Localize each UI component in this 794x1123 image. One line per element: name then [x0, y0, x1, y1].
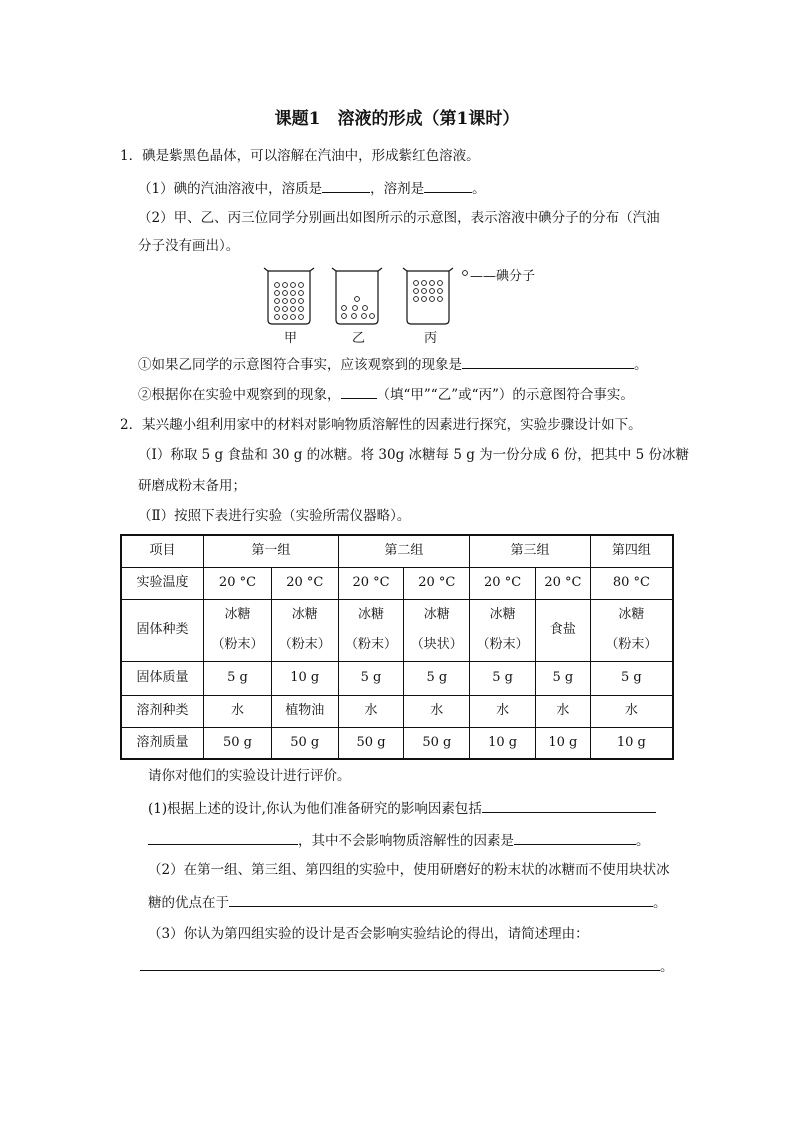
beaker-jia: [264, 268, 314, 324]
q2-sub3-end: 。: [660, 959, 674, 975]
row-label: 实验温度: [121, 567, 204, 599]
q2-irrelevant-factor-blank[interactable]: [514, 830, 636, 845]
table-row-solvent-mass: [121, 727, 673, 759]
header-group-4: 第四组: [590, 535, 673, 567]
q1-circ2-text-b: （填“甲”“乙”或“丙”）的示意图符合事实。: [376, 387, 634, 403]
table-cell: 水: [470, 695, 536, 727]
table-cell: [204, 599, 272, 661]
table-cell: 水: [204, 695, 272, 727]
q1-sub1-text-a: （1）碘的汽油溶液中，溶质是: [138, 181, 323, 197]
molecule-dot-jia: [299, 283, 304, 288]
q2-sub3: （3）你认为第四组实验的设计是否会影响实验结论的得出，请简述理由：: [148, 926, 589, 942]
molecule-dot-bing: [430, 289, 435, 294]
table-cell: 5 g: [338, 661, 404, 695]
header-group-2: 第二组: [338, 535, 470, 567]
molecule-dot-yi: [342, 306, 347, 311]
solid-form: （粉末）: [345, 637, 398, 652]
table-row-temperature: [121, 567, 673, 599]
q2-sub1-line2: [148, 830, 650, 851]
solid-name: 冰糖: [423, 607, 450, 622]
page-title: 课题1 溶液的形成（第1课时）: [274, 109, 520, 129]
q2-sub1-line1: [148, 798, 656, 819]
molecule-dot-jia: [275, 299, 280, 304]
table-cell: 5 g: [590, 661, 673, 695]
table-cell: 5 g: [404, 661, 470, 695]
table-cell: [271, 599, 338, 661]
table-cell: 20 °C: [470, 567, 536, 599]
molecule-dot-bing: [422, 281, 427, 286]
molecule-dot-bing: [414, 297, 419, 302]
molecule-dot-bing: [422, 289, 427, 294]
table-cell: 20 °C: [271, 567, 338, 599]
molecule-dot-bing: [414, 289, 419, 294]
table-cell: 10 g: [590, 727, 673, 759]
q2-factors-blank-1[interactable]: [482, 798, 656, 813]
q2-stem: 2．某兴趣小组利用家中的材料对影响物质溶解性的因素进行探究，实验步骤设计如下。: [120, 417, 642, 433]
q1-sub2-line2: 分子没有画出）。: [138, 238, 240, 254]
table-cell: 5 g: [470, 661, 536, 695]
molecule-dot-yi: [363, 306, 368, 311]
legend-molecule-icon: [463, 271, 468, 276]
molecule-dot-yi: [353, 306, 358, 311]
q1-sub1: [138, 178, 486, 199]
table-cell: 10 g: [535, 727, 590, 759]
molecule-dot-jia: [299, 307, 304, 312]
q2-sub2-line2: [148, 892, 667, 913]
table-cell: [404, 599, 470, 661]
row-label: 固体种类: [121, 599, 204, 661]
q1-circ1: [138, 354, 648, 375]
molecule-dot-jia: [291, 291, 296, 296]
molecule-dot-yi: [342, 314, 347, 319]
q1-sub2-line1: （2）甲、乙、丙三位同学分别画出如图所示的示意图，表示溶液中碘分子的分布（汽油: [138, 210, 660, 226]
molecule-dot-jia: [283, 315, 288, 320]
table-cell: 水: [338, 695, 404, 727]
molecule-dot-bing: [438, 289, 443, 294]
q1-diagram-choice-blank[interactable]: [341, 384, 377, 399]
q1-sub1-text-c: 。: [472, 181, 486, 197]
table-row-solvent-type: [121, 695, 673, 727]
molecule-dot-yi: [370, 314, 375, 319]
table-cell: 5 g: [204, 661, 272, 695]
solid-form: （粉末）: [605, 637, 658, 652]
q2-step1-line2: 研磨成粉末备用；: [138, 478, 246, 494]
label-yi: 乙: [352, 331, 366, 346]
solid-name: 冰糖: [618, 607, 645, 622]
molecule-dot-jia: [299, 315, 304, 320]
solid-name: 冰糖: [489, 607, 516, 622]
q2-step1-line1: （Ⅰ）称取 5 g 食盐和 30 g 的冰糖。将 30g 冰糖每 5 g 为一份分成 6 份，把其中 5 份冰糖: [138, 447, 689, 463]
table-cell: [590, 599, 673, 661]
table-cell: 80 °C: [590, 567, 673, 599]
molecule-dot-bing: [430, 297, 435, 302]
q1-solvent-blank[interactable]: [424, 178, 472, 193]
molecule-dot-jia: [299, 299, 304, 304]
q2-advantage-blank[interactable]: [229, 892, 653, 907]
header-group-1: 第一组: [204, 535, 339, 567]
solid-form: （粉末）: [476, 637, 529, 652]
molecule-dot-jia: [283, 283, 288, 288]
table-row-solid-mass: [121, 661, 673, 695]
table-cell: 50 g: [204, 727, 272, 759]
beaker-bing: [403, 268, 453, 324]
molecule-dot-bing: [422, 297, 427, 302]
table-cell: [338, 599, 404, 661]
solid-name: 冰糖: [358, 607, 385, 622]
solid-form: （块状）: [410, 637, 463, 652]
molecule-dot-bing: [430, 281, 435, 286]
label-jia: 甲: [284, 331, 298, 346]
molecule-dot-jia: [299, 291, 304, 296]
molecule-dot-jia: [275, 307, 280, 312]
q2-sub3-answer: [140, 956, 674, 977]
molecule-dot-jia: [275, 315, 280, 320]
molecule-dot-jia: [291, 283, 296, 288]
table-cell: 20 °C: [404, 567, 470, 599]
table-cell: 20 °C: [535, 567, 590, 599]
solid-name: 冰糖: [291, 607, 318, 622]
table-cell: 水: [590, 695, 673, 727]
molecule-dot-jia: [291, 307, 296, 312]
solid-name: 冰糖: [224, 607, 251, 622]
molecule-dot-jia: [275, 291, 280, 296]
q2-sub2-end: 。: [653, 895, 667, 911]
row-label: 溶剂质量: [121, 727, 204, 759]
q2-evaluate: 请你对他们的实验设计进行评价。: [148, 768, 351, 784]
molecule-dot-bing: [414, 281, 419, 286]
molecule-dot-jia: [283, 307, 288, 312]
table-cell: 水: [404, 695, 470, 727]
header-group-3: 第三组: [470, 535, 591, 567]
table-cell: 20 °C: [338, 567, 404, 599]
molecule-dot-yi: [352, 314, 357, 319]
molecule-dot-jia: [283, 291, 288, 296]
experiment-table: [120, 534, 674, 760]
table-cell: 食盐: [535, 599, 590, 661]
q1-solute-blank[interactable]: [322, 178, 370, 193]
figure-legend: ——碘分子: [470, 269, 536, 284]
solid-form: （粉末）: [211, 637, 264, 652]
table-cell: 50 g: [271, 727, 338, 759]
q2-step2: （Ⅱ）按照下表进行实验（实验所需仪器略）。: [138, 508, 411, 524]
molecule-dot-jia: [275, 283, 280, 288]
table-cell: 20 °C: [204, 567, 272, 599]
molecule-dot-bing: [438, 281, 443, 286]
table-cell: 5 g: [535, 661, 590, 695]
q1-sub1-text-b: ，溶剂是: [370, 181, 425, 197]
molecule-dot-jia: [291, 315, 296, 320]
table-cell: 50 g: [404, 727, 470, 759]
q1-circ2: [138, 384, 634, 405]
table-cell: 水: [535, 695, 590, 727]
table-cell: 10 g: [470, 727, 536, 759]
q1-phenomenon-blank[interactable]: [462, 354, 634, 369]
q2-sub1-end: 。: [636, 833, 650, 849]
molecule-dot-yi: [362, 314, 367, 319]
table-cell: 50 g: [338, 727, 404, 759]
molecule-dot-jia: [291, 299, 296, 304]
molecule-dot-yi: [355, 297, 360, 302]
q2-sub1-text-a: (1)根据上述的设计,你认为他们准备研究的影响因素包括: [148, 801, 482, 817]
row-label: 溶剂种类: [121, 695, 204, 727]
table-header-row: [121, 535, 673, 567]
q2-reason-blank[interactable]: [140, 956, 660, 971]
q1-stem: 1．碘是紫黑色晶体，可以溶解在汽油中，形成紫红色溶液。: [120, 148, 480, 164]
solid-form: （粉末）: [278, 637, 331, 652]
q2-sub2-line1: （2）在第一组、第三组、第四组的实验中，使用研磨好的粉末状的冰糖而不使用块状冰: [148, 862, 670, 878]
q1-circ1-end: 。: [634, 357, 648, 373]
header-item: 项目: [121, 535, 204, 567]
molecule-dot-bing: [438, 297, 443, 302]
label-bing: 丙: [424, 331, 438, 346]
q1-circ1-text: ①如果乙同学的示意图符合事实，应该观察到的现象是: [138, 357, 462, 373]
table-row-solid-type: [121, 599, 673, 661]
q2-sub2-text: 糖的优点在于: [148, 895, 229, 911]
table-cell: [470, 599, 536, 661]
row-label: 固体质量: [121, 661, 204, 695]
table-cell: 植物油: [271, 695, 338, 727]
molecule-dot-jia: [283, 299, 288, 304]
q2-sub1-text-b: ，其中不会影响物质溶解性的因素是: [298, 833, 514, 849]
q1-circ2-text-a: ②根据你在实验中观察到的现象，: [138, 387, 341, 403]
table-cell: 10 g: [271, 661, 338, 695]
q2-factors-blank-2[interactable]: [148, 830, 298, 845]
